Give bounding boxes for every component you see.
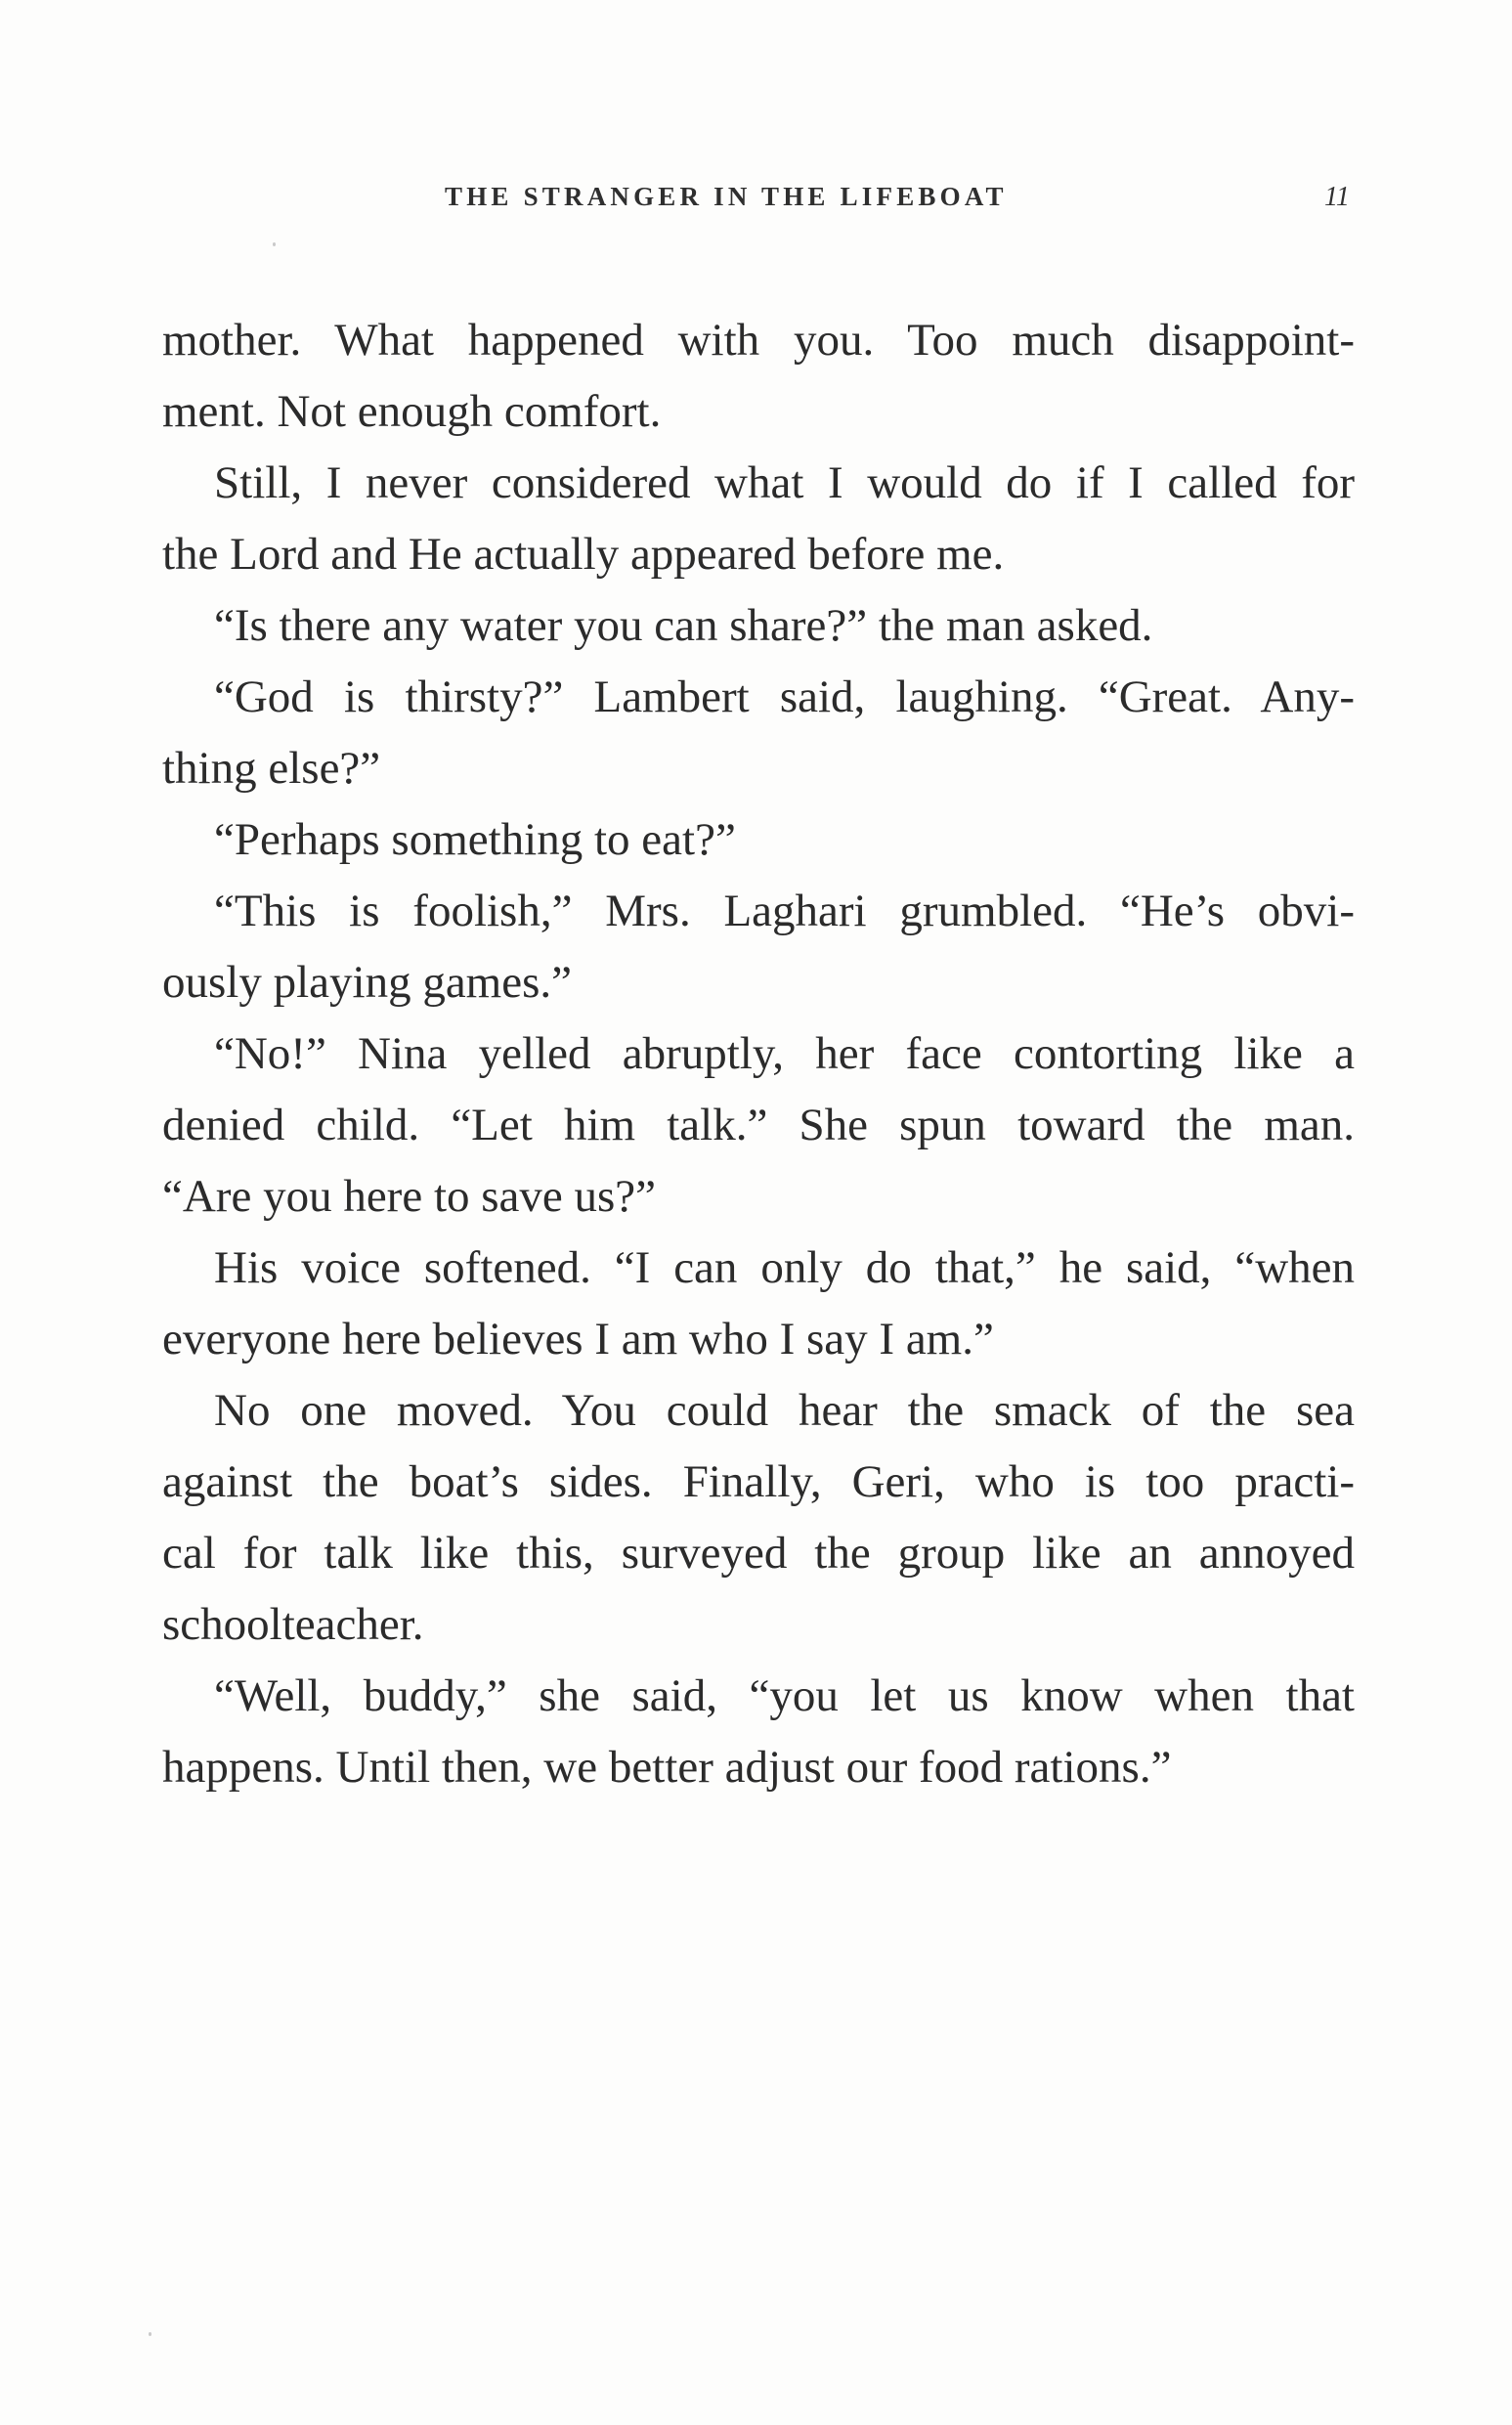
text-line: cal for talk like this, surveyed the group like an annoyed (162, 1528, 1355, 1579)
text-line: “Is there any water you can share?” the man asked. (214, 600, 1153, 651)
text-line: “No!” Nina yelled abruptly, her face contorting like a (214, 1028, 1355, 1079)
text-line: denied child. “Let him talk.” She spun toward the man. (162, 1100, 1355, 1150)
text-line: His voice softened. “I can only do that,” he said, “when (214, 1242, 1355, 1293)
text-line: Still, I never considered what I would do if I called for (214, 457, 1355, 508)
running-head: THE STRANGER IN THE LIFEBOAT (445, 182, 1008, 211)
text-line: “Are you here to save us?” (162, 1171, 657, 1222)
text-line: against the boat’s sides. Finally, Geri, who is too practi- (162, 1456, 1355, 1507)
body-text (162, 305, 1355, 1803)
text-line: “God is thirsty?” Lambert said, laughing. “Great. Any- (214, 671, 1355, 722)
scan-speck (149, 2332, 151, 2336)
text-line: No one moved. You could hear the smack of the sea (214, 1385, 1355, 1436)
page-number: 11 (1324, 182, 1350, 212)
text-line: “Perhaps something to eat?” (214, 814, 736, 865)
text-line: “Well, buddy,” she said, “you let us know when that (214, 1670, 1355, 1721)
text-line: the Lord and He actually appeared before me. (162, 529, 1005, 580)
text-line: ously playing games.” (162, 957, 573, 1008)
text-line: everyone here believes I am who I say I am.” (162, 1314, 994, 1364)
text-line: happens. Until then, we better adjust our food rations.” (162, 1742, 1172, 1793)
text-line: schoolteacher. (162, 1599, 424, 1650)
text-line: mother. What happened with you. Too much disappoint- (162, 315, 1355, 366)
scan-speck (273, 242, 276, 246)
text-line: ment. Not enough comfort. (162, 386, 662, 437)
text-line: “This is foolish,” Mrs. Laghari grumbled. “He’s obvi- (214, 886, 1355, 936)
text-line: thing else?” (162, 743, 381, 794)
